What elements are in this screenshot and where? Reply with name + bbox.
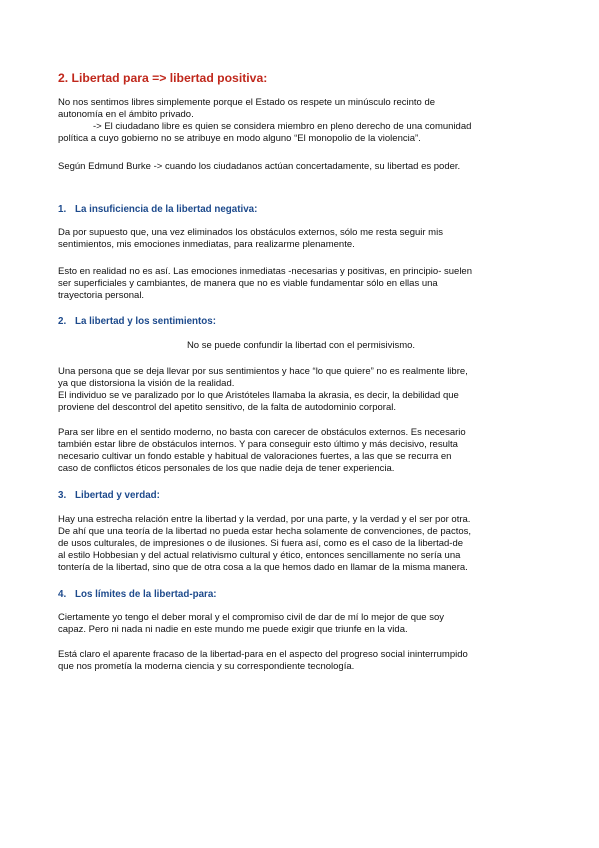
- text-line: que nos prometía la moderna ciencia y su correspondiente tecnología.: [58, 661, 355, 672]
- section-title: La insuficiencia de la libertad negativa:: [75, 204, 258, 215]
- section-number: 3.: [58, 490, 67, 501]
- text-line: de usos culturales, de impresiones o de ilusiones. Si fuera así, como es el caso de la libertad-de: [58, 538, 464, 549]
- section-2-paragraph-1: [58, 366, 544, 414]
- text-line: capaz. Pero ni nada ni nadie en este mundo me puede exigir que triunfe en la vida.: [58, 624, 408, 635]
- text-line: Según Edmund Burke -> cuando los ciudadanos actúan concertadamente, su libertad es poder.: [58, 161, 461, 172]
- text-line: proviene del descontrol del apetito sensitivo, de la falta de autodominio corporal.: [58, 402, 396, 413]
- text-line: Para ser libre en el sentido moderno, no basta con carecer de obstáculos externos. Es necesario: [58, 427, 466, 438]
- text-line: al estilo Hobbesian y del actual relativismo cultural y ético, entonces sencillamente no sería una: [58, 550, 461, 561]
- text-line: política a cuyo gobierno no se atribuye en modo alguno “El monopolio de la violencia”.: [58, 133, 421, 144]
- text-line: Esto en realidad no es así. Las emociones inmediatas -necesarias y positivas, en principio- suelen: [58, 266, 473, 277]
- text-line: El individuo se ve paralizado por lo que Aristóteles llamaba la akrasia, es decir, la debilidad que: [58, 390, 459, 401]
- section-2-centered-line: [58, 340, 544, 352]
- text-line: Una persona que se deja llevar por sus sentimientos y hace “lo que quiere” no es realmente libre,: [58, 366, 468, 377]
- section-number: 4.: [58, 589, 67, 600]
- text-line: -> El ciudadano libre es quien se considera miembro en pleno derecho de una comunidad: [93, 121, 472, 132]
- text-line: Da por supuesto que, una vez eliminados los obstáculos externos, sólo me resta seguir mis: [58, 227, 443, 238]
- section-3-paragraph-1: [58, 514, 544, 574]
- text-line: sentimientos, mis emociones inmediatas, para realizarme plenamente.: [58, 239, 355, 250]
- section-title: Los límites de la libertad-para:: [75, 589, 217, 600]
- text-line: necesario cultivar un fondo estable y habitual de valoraciones fuertes, a las que se recurra en: [58, 451, 452, 462]
- section-4-paragraph-1: [58, 612, 544, 636]
- text-line: Hay una estrecha relación entre la libertad y la verdad, por una parte, y la verdad y el ser por otra.: [58, 514, 471, 525]
- text-line: caso de conflictos éticos personales de los que nadie deja de tener experiencia.: [58, 463, 395, 474]
- section-number: 1.: [58, 204, 67, 215]
- section-title: Libertad y verdad:: [75, 490, 160, 501]
- text-line: tontería de la libertad, sino que de otra cosa a la que hemos dado en llamar de la misma manera.: [58, 562, 468, 573]
- burke-paragraph: [58, 161, 544, 173]
- text-line: No se puede confundir la libertad con el permisivismo.: [186, 340, 416, 351]
- section-heading-1: [58, 204, 257, 215]
- section-2-paragraph-2: [58, 427, 544, 475]
- section-heading-4: [58, 589, 217, 600]
- section-1-paragraph-2: [58, 266, 544, 302]
- text-line: De ahí que una teoría de la libertad no pueda estar hecha solamente de convenciones, de pactos,: [58, 526, 472, 537]
- text-line: ya que distorsiona la visión de la realidad.: [58, 378, 235, 389]
- text-line: No nos sentimos libres simplemente porque el Estado os respete un minúsculo recinto de: [58, 97, 436, 108]
- text-line: también estar libre de obstáculos internos. Y para conseguir esto último y más decisivo, resulta: [58, 439, 458, 450]
- text-line: trayectoria personal.: [58, 290, 145, 301]
- text-line: Ciertamente yo tengo el deber moral y el compromiso civil de dar de mí lo mejor de que soy: [58, 612, 444, 623]
- section-4-paragraph-2: [58, 649, 544, 673]
- text-line: ser superficiales y cambiantes, de manera que no es viable fundamentar sólo en ellas una: [58, 278, 438, 289]
- text-line: Está claro el aparente fracaso de la libertad-para en el aspecto del progreso social ininterrumpido: [58, 649, 468, 660]
- intro-paragraph: [58, 97, 544, 145]
- text-line: autonomía en el ámbito privado.: [58, 109, 194, 120]
- page-title: 2. Libertad para => libertad positiva:: [58, 71, 268, 85]
- section-number: 2.: [58, 316, 67, 327]
- section-title: La libertad y los sentimientos:: [75, 316, 216, 327]
- section-heading-2: [58, 316, 216, 327]
- section-1-paragraph-1: [58, 227, 544, 251]
- section-heading-3: [58, 490, 160, 501]
